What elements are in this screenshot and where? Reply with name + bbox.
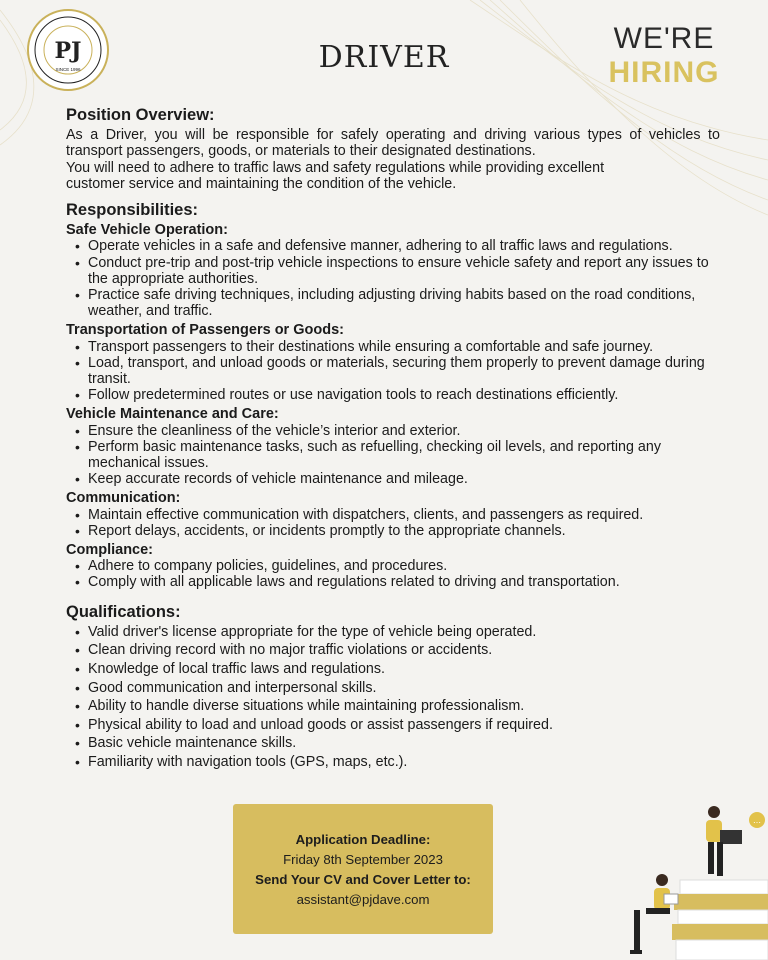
list-item: • Knowledge of local traffic laws and regulations. (66, 661, 720, 677)
responsibilities (66, 202, 720, 591)
logo-since: SINCE 1996 (55, 67, 81, 72)
hiring-line-2: HIRING (608, 56, 720, 89)
list-item: • Practice safe driving techniques, including adjusting driving habits based on the road conditions, weather, and traffic. (66, 287, 720, 319)
list-item: • Transport passengers to their destinations while ensuring a comfortable and safe journey. (66, 339, 720, 355)
list-item: • Follow predetermined routes or use navigation tools to reach destinations efficiently. (66, 387, 720, 403)
position-overview (66, 107, 720, 192)
list-item: • Clean driving record with no major traffic violations or accidents. (66, 642, 720, 658)
list-item: • Load, transport, and unload goods or materials, securing them properly to prevent damage during transit. (66, 355, 720, 387)
section-title: Safe Vehicle Operation: (66, 222, 228, 239)
list-item: • Adhere to company policies, guidelines, and procedures. (66, 558, 720, 574)
list-item: • Keep accurate records of vehicle maintenance and mileage. (66, 471, 720, 487)
overview-heading: Position Overview: (66, 106, 215, 124)
list-item: • Basic vehicle maintenance skills. (66, 735, 720, 751)
logo-initials: PJ (54, 38, 82, 64)
deadline-date: Friday 8th September 2023 (283, 852, 443, 867)
people-illustration (620, 800, 768, 960)
page-title: DRIVER (318, 40, 450, 75)
overview-paragraph-2: You will need to adhere to traffic laws and safety regulations while providing excellent customer service and maintaining the condition of the vehicle. (66, 159, 605, 192)
section-compliance (66, 542, 720, 591)
section-title: Transportation of Passengers or Goods: (66, 322, 344, 339)
contact-email[interactable]: assistant@pjdave.com (296, 892, 430, 907)
section-transportation (66, 322, 720, 403)
application-deadline-box (233, 804, 493, 934)
section-communication (66, 490, 720, 539)
hiring-line-1: WE'RE (613, 22, 715, 55)
job-description (66, 107, 720, 773)
list-item: • Operate vehicles in a safe and defensive manner, adhering to all traffic laws and regulations. (66, 238, 720, 254)
qualifications (66, 604, 720, 771)
standing-person-icon (706, 806, 765, 876)
list-item: • Comply with all applicable laws and regulations related to driving and transportation. (66, 574, 720, 590)
section-title: Compliance: (66, 542, 154, 559)
list-item: • Good communication and interpersonal skills. (66, 680, 720, 696)
svg-text:…: … (753, 816, 761, 825)
list-item: • Ability to handle diverse situations while maintaining professionalism. (66, 698, 720, 714)
hiring-banner (600, 22, 728, 90)
responsibilities-heading: Responsibilities: (66, 201, 199, 220)
list-item: • Perform basic maintenance tasks, such as refuelling, checking oil levels, and reporting any mechanical issues. (66, 439, 720, 471)
stack-of-papers-icon (672, 880, 768, 960)
list-item: • Report delays, accidents, or incidents promptly to the appropriate channels. (66, 523, 720, 539)
qualifications-heading: Qualifications: (66, 602, 181, 621)
deadline-label: Application Deadline: (295, 832, 431, 847)
list-item: • Conduct pre-trip and post-trip vehicle inspections to ensure vehicle safety and report any issues to the appropriate authorities. (66, 255, 720, 287)
seated-person-icon (630, 874, 678, 954)
section-title: Communication: (66, 490, 181, 507)
section-title: Vehicle Maintenance and Care: (66, 406, 279, 423)
overview-paragraph-1: As a Driver, you will be responsible for safely operating and driving various types of vehicles to transport passengers, goods, or materials to their designated destinations. (66, 127, 720, 160)
list-item: • Ensure the cleanliness of the vehicle’s interior and exterior. (66, 423, 720, 439)
list-item: • Valid driver's license appropriate for the type of vehicle being operated. (66, 624, 720, 640)
section-vehicle-maintenance (66, 406, 720, 487)
list-item: • Maintain effective communication with dispatchers, clients, and passengers as required. (66, 507, 720, 523)
list-item: • Familiarity with navigation tools (GPS, maps, etc.). (66, 754, 720, 770)
list-item: • Physical ability to load and unload goods or assist passengers if required. (66, 717, 720, 733)
section-safe-vehicle-operation (66, 222, 720, 319)
send-cv-label: Send Your CV and Cover Letter to: (255, 872, 471, 887)
